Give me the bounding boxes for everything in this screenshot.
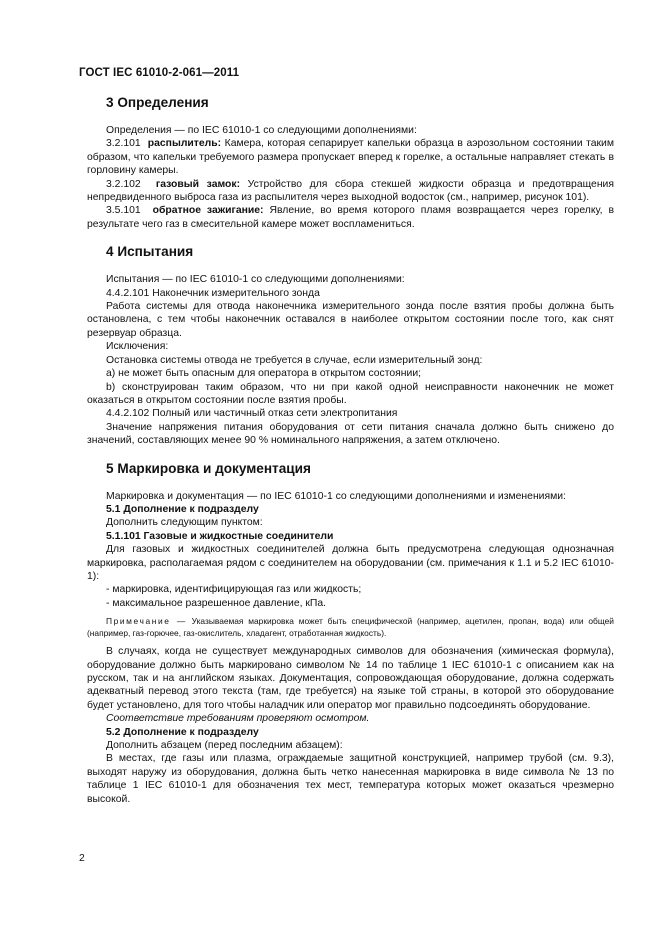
subsection-5-2-add: Дополнить абзацем (перед последним абзацем): — [106, 740, 343, 752]
section-5-intro: Маркировка и документация — по IEC 61010-1 со следующими дополнениями и изменениями: — [106, 490, 566, 502]
clause-5-1-101-text: Для газовых и жидкостных соединителей должна быть предусмотрена следующая однозначная маркировка, располагаемая рядом с соединителем на оборудовании (см. примечания к 1.1 и 5.2 IEC 61010-1): — [87, 544, 614, 582]
section-4-title: 4 Испытания — [106, 244, 194, 260]
clause-5-1-101-heading: 5.1.101 Газовые и жидкостные соединители — [106, 530, 334, 542]
page-number: 2 — [79, 853, 85, 864]
conformity-check: Соответствие требованиям проверяют осмотром. — [106, 713, 370, 725]
definition-3-2-102: 3.2.102 газовый замок: Устройство для сбора стекшей жидкости образца и предотвращения непредвиденного выброса газа из распылителя через выходной водосток (см., например, рисунок 101). — [87, 178, 614, 204]
subsection-5-2-heading: 5.2 Дополнение к подразделу — [106, 726, 259, 738]
definition-3-5-101: 3.5.101 обратное зажигание: Явление, во время которого пламя возвращается через горелку, в результате чего газ в смесительной камере может воспламениться. — [87, 205, 615, 230]
page-content — [87, 95, 614, 806]
list-item-b: b) сконструирован таким образом, что ни при какой одной неисправности наконечник не может оказаться в открытом состоянии после взятия пробы. — [87, 381, 614, 406]
section-5-title: 5 Маркировка и документация — [106, 460, 311, 476]
list-item-a: a) не может быть опасным для оператора в открытом состоянии; — [106, 368, 422, 380]
section-3-title: 3 Определения — [106, 95, 209, 110]
subsection-5-1-add: Дополнить следующим пунктом: — [106, 517, 263, 529]
clause-4-4-2-101-text: Работа системы для отвода наконечника измерительного зонда после взятия пробы должна быть остановлена, с тем чтобы наконечник оставался в наиболее открытом состоянии после того, как снят резервуар образца. — [87, 301, 614, 339]
clause-4-4-2-101-heading: 4.4.2.101 Наконечник измерительного зонда — [106, 287, 320, 299]
dash-item-2: - максимальное разрешенное давление, кПа. — [106, 597, 327, 609]
definition-3-2-101: 3.2.101 распылитель: Камера, которая сепарирует капельки образца в аэрозольном состоянии таким образом, что капельки требуемого размера пропускает вперед к горелке, а остальные направляет стекать в горловину камеры. — [87, 138, 614, 177]
section-4-intro: Испытания — по IEC 61010-1 со следующими дополнениями: — [106, 274, 405, 286]
clause-4-4-2-102-heading: 4.4.2.102 Полный или частичный отказ сети электропитания — [106, 408, 398, 420]
gas-plasma-paragraph: В местах, где газы или плазма, ограждаемые защитной конструкцией, например трубой (см. 9.3), выходят наружу из оборудования, должна быть четко нанесенная маркировка в виде символа № 13 по таблице 1 IEC 61010-1 для обозначения тех мест, температура которых может оказаться чрезмерно высокой. — [87, 753, 614, 805]
clause-4-4-2-102-text: Значение напряжения питания оборудования от сети питания сначала должно быть снижено до значений, составляющих менее 90 % номинального напряжения, а затем отключено. — [87, 421, 614, 447]
subsection-5-1-heading: 5.1 Дополнение к подразделу — [106, 503, 259, 515]
dash-item-1: - маркировка, идентифицирующая газ или жидкость; — [106, 584, 362, 596]
exceptions-label: Исключения: — [106, 341, 169, 353]
note: Примечание — Указываемая маркировка может быть специфической (например, ацетилен, пропан, вода) или общей (например, газ-горючее, газ-окислитель, хладагент, отработанная жидкость). — [87, 616, 614, 638]
exceptions-text: Остановка системы отвода не требуется в случае, если измерительный зонд: — [106, 354, 483, 366]
document-header: ГОСТ IEC 61010-2-061—2011 — [79, 67, 240, 79]
section-3-intro: Определения — по IEC 61010-1 со следующими дополнениями: — [106, 125, 417, 136]
symbols-paragraph: В случаях, когда не существует международных символов для обозначения (химическая формула), оборудование должно быть маркировано символом № 14 по таблице 1 IEC 61010-1 с описанием как на русском, так и на английском языках. Документация, сопровождающая оборудование, должна содержать адекватный перевод этого текста (там, где требуется) на языке той страны, в которой это оборудование будет установлено, для того чтобы наладчик или оператор мог правильно подсоединять оборудование. — [87, 646, 614, 711]
